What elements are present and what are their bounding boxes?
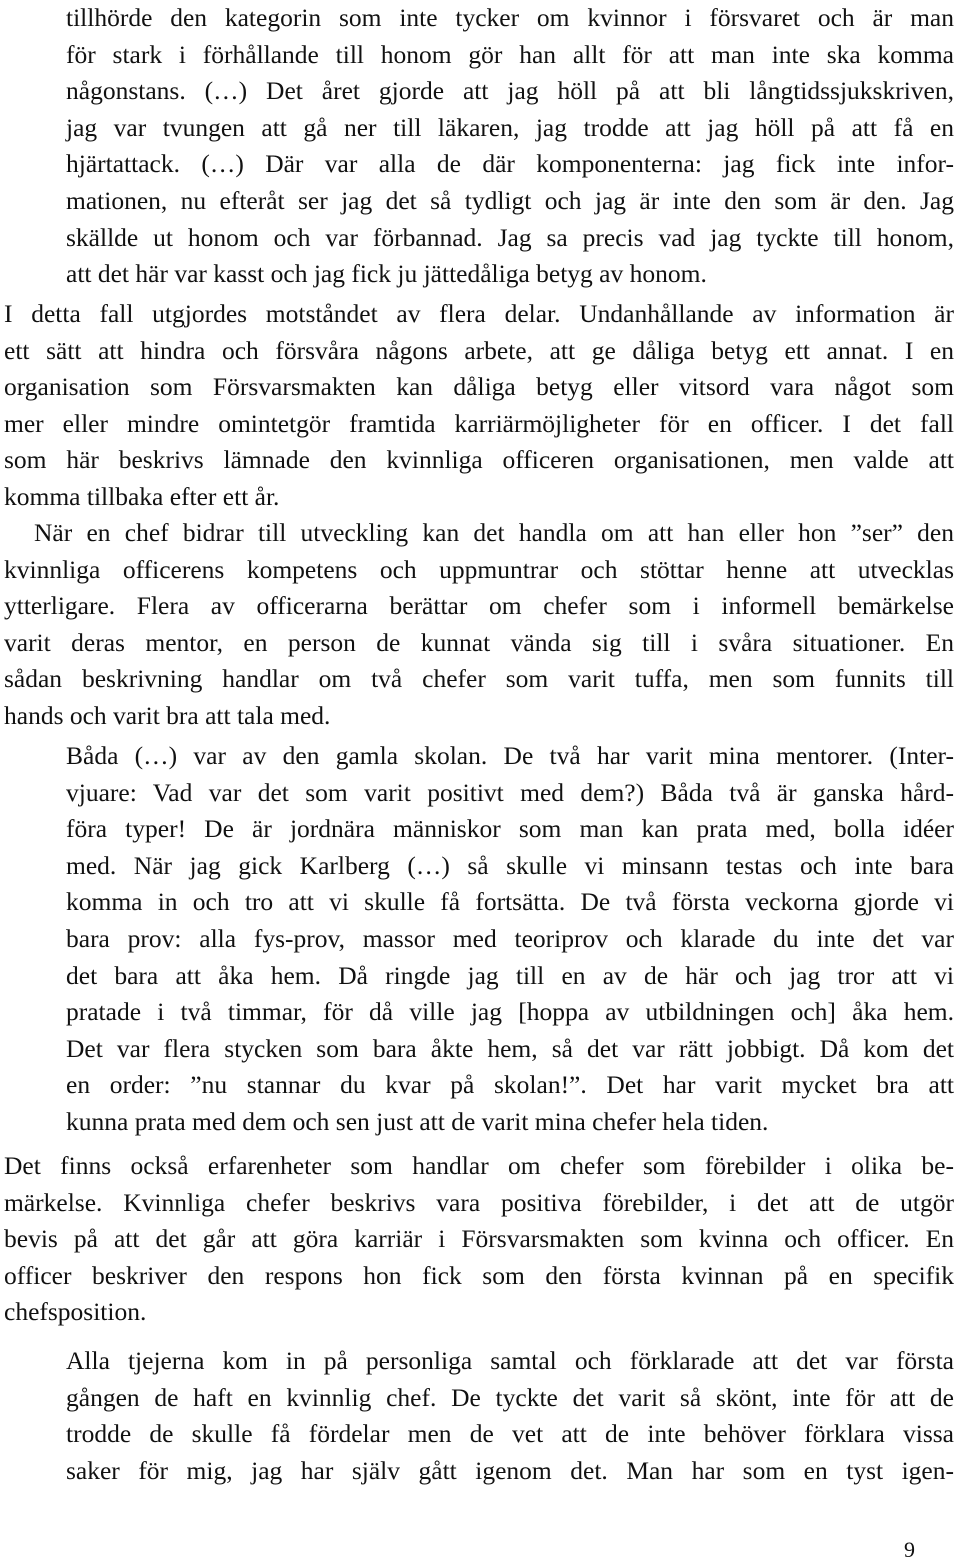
text-line: tillhörde den kategorin som inte tycker om kvinnor i försvaret och är man: [66, 3, 954, 32]
paragraph-1: [4, 296, 954, 516]
text-line: sådan beskrivning handlar om två chefer som varit tuffa, men som funnits till: [4, 664, 954, 694]
text-line: varit deras mentor, en person de kunnat vända sig till i svåra situationer. En: [4, 627, 954, 657]
text-line: mationen, nu efteråt ser jag det så tydligt och jag är inte den som är den. Jag: [66, 185, 954, 215]
text-line: bara prov: alla fys-prov, massor med teoriprov och klarade du inte det var: [66, 923, 954, 953]
text-line: mer eller mindre omintetgör framtida karriärmöjligheter för en officer. I det fall: [4, 408, 954, 438]
text-line: märkelse. Kvinnliga chefer beskrivs vara positiva förebilder, i det att de utgör: [4, 1187, 954, 1217]
text-line: en order: ”nu stannar du kvar på skolan!”. Det har varit mycket bra att: [66, 1070, 954, 1100]
text-line: Alla tjejerna kom in på personliga samtal och förklarade att det var första: [66, 1346, 954, 1375]
text-line: saker för mig, jag har själv gått igenom det. Man har som en tyst igen-: [66, 1455, 954, 1485]
text-line: att det här var kasst och jag fick ju jättedåliga betyg av honom.: [66, 259, 707, 289]
text-line: chefsposition.: [4, 1297, 147, 1327]
text-line: officer beskriver den respons hon fick som den första kvinnan på en specifik: [4, 1260, 954, 1290]
text-line: I detta fall utgjordes motståndet av flera delar. Undanhållande av information är: [4, 299, 954, 328]
text-line: gången de haft en kvinnlig chef. De tyckte det varit så skönt, inte för att de: [66, 1382, 954, 1412]
text-line: Det finns också erfarenheter som handlar om chefer som förebilder i olika be-: [4, 1151, 954, 1180]
block-quote-2: [66, 738, 954, 1141]
text-line: komma tillbaka efter ett år.: [4, 481, 280, 511]
text-line: ett sätt att hindra och försvåra någons arbete, att ge dåliga betyg ett annat. I en: [4, 335, 954, 365]
text-line: som här beskrivs lämnade den kvinnliga officeren organisationen, men valde att: [4, 445, 954, 475]
block-quote-3: [66, 1343, 954, 1489]
text-line: pratade i två timmar, för då ville jag [hoppa av utbildningen och] åka hem.: [66, 997, 954, 1027]
text-line: med. När jag gick Karlberg (…) så skulle vi minsann testas och inte bara: [66, 850, 954, 880]
paragraph-2: [4, 515, 954, 735]
text-line: kunna prata med dem och sen just att de varit mina chefer hela tiden.: [66, 1106, 769, 1136]
text-line: vjuare: Vad var det som varit positivt med dem?) Båda två är ganska hård-: [66, 777, 954, 807]
text-line: föra typer! De är jordnära människor som man kan prata med, bolla idéer: [66, 814, 954, 844]
text-line: det bara att åka hem. Då ringde jag till en av de här och jag tror att vi: [66, 960, 954, 990]
text-line: skällde ut honom och var förbannad. Jag sa precis vad jag tyckte till honom,: [66, 222, 954, 252]
text-line: för stark i förhållande till honom gör han allt för att man inte ska komma: [66, 39, 954, 69]
text-line: jag var tvungen att gå ner till läkaren, jag trodde att jag höll på att få en: [66, 112, 954, 142]
text-line: kvinnliga officerens kompetens och uppmuntrar och stöttar henne att utvecklas: [4, 554, 954, 584]
text-line: När en chef bidrar till utveckling kan det handla om att han eller hon ”ser” den: [34, 518, 954, 547]
text-line: organisation som Försvarsmakten kan dåliga betyg eller vitsord vara något som: [4, 372, 954, 402]
text-line: Båda (…) var av den gamla skolan. De två har varit mina mentorer. (Inter-: [66, 741, 954, 770]
page-number: 9: [904, 1537, 915, 1562]
text-line: någonstans. (…) Det året gjorde att jag höll på att bli långtidssjukskriven,: [66, 76, 954, 106]
text-line: hands och varit bra att tala med.: [4, 700, 331, 730]
block-quote-1: [66, 0, 954, 293]
paragraph-3: [4, 1148, 954, 1331]
text-line: komma in och tro att vi skulle få fortsätta. De två första veckorna gjorde vi: [66, 887, 954, 917]
text-line: Det var flera stycken som bara åkte hem, så det var rätt jobbigt. Då kom det: [66, 1033, 954, 1063]
text-line: ytterligare. Flera av officerarna berättar om chefer som i informell bemärkelse: [4, 591, 954, 621]
text-line: bevis på att det går att göra karriär i Försvarsmakten som kvinna och officer. En: [4, 1224, 954, 1254]
text-line: trodde de skulle få fördelar men de vet att de inte behöver förklara vissa: [66, 1419, 954, 1449]
text-line: hjärtattack. (…) Där var alla de där komponenterna: jag fick inte infor-: [66, 149, 954, 179]
